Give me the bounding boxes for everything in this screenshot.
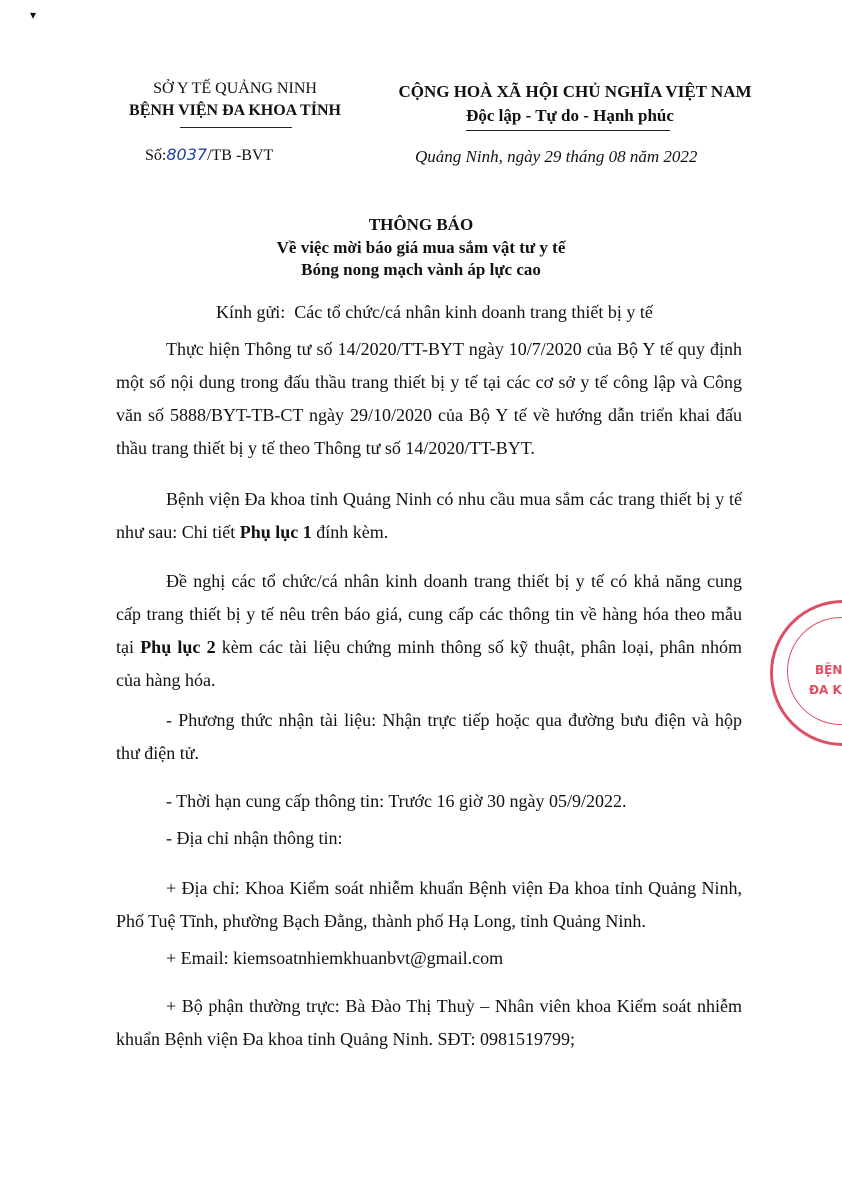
p2-end: đính kèm. bbox=[311, 522, 389, 542]
header-right-underline bbox=[466, 130, 670, 131]
stamp-text-line1: BỆN bbox=[815, 663, 842, 677]
paragraph-address: + Địa chỉ: Khoa Kiểm soát nhiễm khuẩn Bệnh viện Đa khoa tỉnh Quảng Ninh, Phố Tuệ Tĩnh, phường Bạch Đằng, thành phố Hạ Long, tỉnh Quảng Ninh. bbox=[116, 878, 742, 931]
addressee-text: Các tổ chức/cá nhân kinh doanh trang thiết bị y tế bbox=[294, 302, 653, 322]
header-left-underline bbox=[180, 127, 292, 128]
p3-end: kèm các tài liệu chứng minh thông số kỹ thuật, phân loại, phân nhóm của hàng hóa. bbox=[116, 637, 742, 690]
handwritten-number: 8037 bbox=[166, 145, 208, 164]
paragraph-contact: + Bộ phận thường trực: Bà Đào Thị Thuỳ – Nhân viên khoa Kiểm soát nhiễm khuẩn Bệnh viện Đa khoa tỉnh Quảng Ninh. SĐT: 0981519799; bbox=[116, 996, 742, 1049]
addressee bbox=[216, 302, 653, 323]
paragraph-purchase-need bbox=[116, 483, 742, 549]
country-name: CỘNG HOÀ XÃ HỘI CHỦ NGHĨA VIỆT NAM bbox=[398, 82, 752, 101]
stamp-text-line2: ĐA K bbox=[809, 683, 842, 697]
issue-date: Quảng Ninh, ngày 29 tháng 08 năm 2022 bbox=[415, 147, 698, 166]
notice-item: Bóng nong mạch vành áp lực cao bbox=[301, 260, 541, 279]
paragraph-deadline: - Thời hạn cung cấp thông tin: Trước 16 giờ 30 ngày 05/9/2022. bbox=[166, 791, 627, 811]
notice-subject: Về việc mời báo giá mua sắm vật tư y tế bbox=[276, 238, 566, 257]
notice-title: THÔNG BÁO bbox=[368, 215, 474, 234]
hospital-name: BỆNH VIỆN ĐA KHOA TỈNH bbox=[129, 102, 341, 119]
agency-name: SỞ Y TẾ QUẢNG NINH bbox=[153, 80, 317, 97]
addressee-label: Kính gửi: bbox=[216, 302, 286, 322]
paragraph-email: + Email: kiemsoatnhiemkhuanbvt@gmail.com bbox=[166, 948, 504, 968]
scan-mark: ▾ bbox=[30, 8, 37, 22]
number-prefix: Số: bbox=[145, 147, 167, 164]
paragraph-legal-basis: Thực hiện Thông tư số 14/2020/TT-BYT ngày 10/7/2020 của Bộ Y tế quy định một số nội dung trong đấu thầu trang thiết bị y tế tại các cơ sở y tế công lập và Công văn số 5888/BYT-TB-CT ngày 29/10/2020 của Bộ Y tế về hướng dẫn triển khai đấu thầu trang thiết bị y tế theo Thông tư số 14/2020/TT-BYT. bbox=[116, 339, 742, 458]
appendix-2-ref: Phụ lục 2 bbox=[140, 637, 216, 657]
paragraph-receipt-method: - Phương thức nhận tài liệu: Nhận trực tiếp hoặc qua đường bưu điện và hộp thư điện tử. bbox=[116, 710, 742, 763]
number-suffix: /TB -BVT bbox=[207, 147, 274, 164]
appendix-1-ref: Phụ lục 1 bbox=[239, 522, 312, 542]
official-stamp bbox=[770, 600, 842, 746]
p3-text: Đề nghị các tổ chức/cá nhân kinh doanh trang thiết bị y tế có khả năng cung cấp trang thiết bị y tế nêu trên báo giá, cung cấp các thông tin về hàng hóa theo mẫu tại bbox=[116, 571, 742, 657]
paragraph-address-heading: - Địa chỉ nhận thông tin: bbox=[166, 828, 343, 848]
document-number bbox=[145, 145, 273, 165]
motto: Độc lập - Tự do - Hạnh phúc bbox=[466, 106, 674, 125]
paragraph-request bbox=[116, 565, 742, 697]
p2-text: Bệnh viện Đa khoa tỉnh Quảng Ninh có nhu cầu mua sắm các trang thiết bị y tế như sau: Chi tiết bbox=[116, 489, 742, 542]
